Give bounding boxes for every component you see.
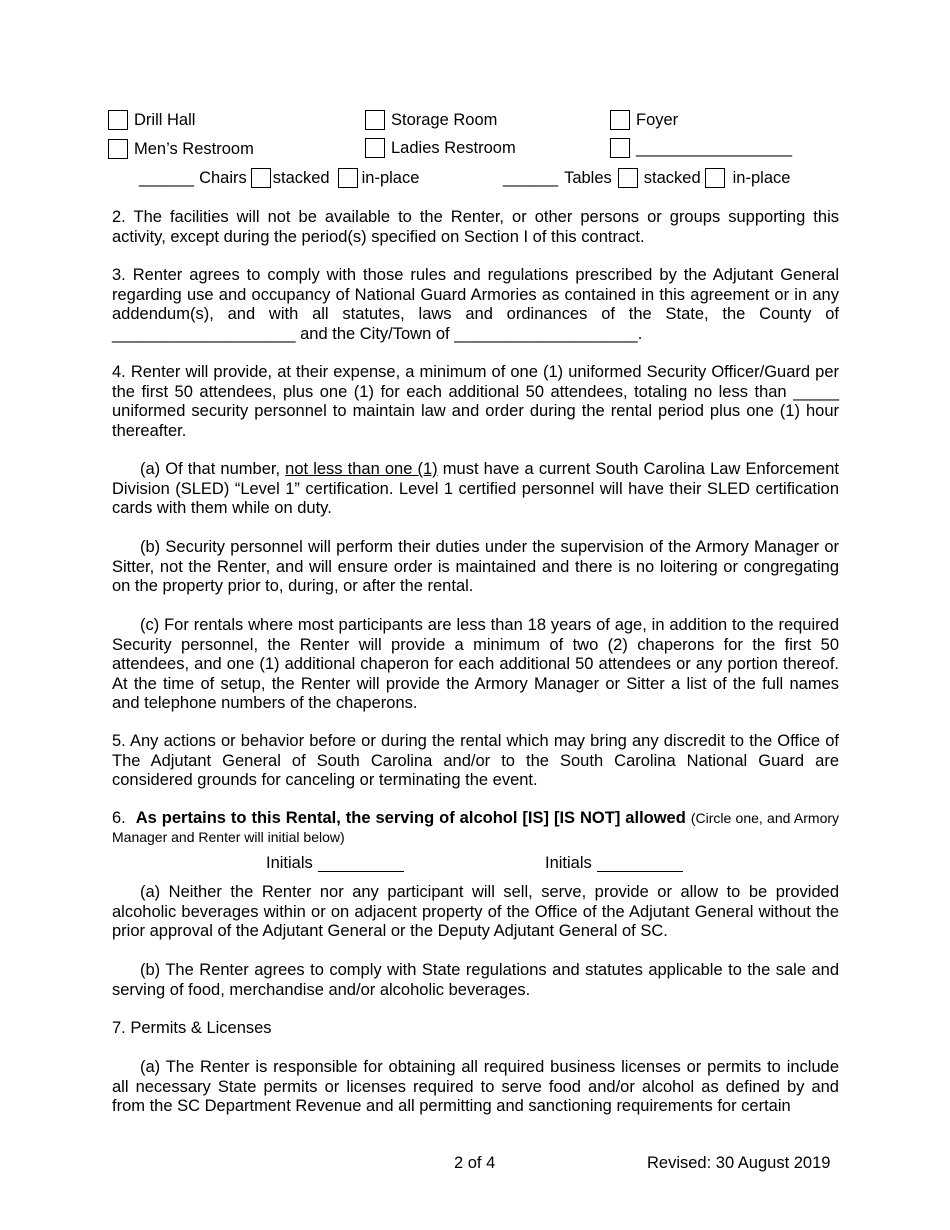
other-room-option[interactable] bbox=[610, 138, 792, 158]
foyer-option[interactable] bbox=[610, 110, 678, 130]
drill-hall-checkbox[interactable] bbox=[108, 110, 128, 130]
drill-hall-label: Drill Hall bbox=[134, 110, 196, 129]
chairs-label: Chairs bbox=[199, 168, 247, 187]
foyer-checkbox[interactable] bbox=[610, 110, 630, 130]
chairs-count-blank[interactable]: ______ bbox=[139, 168, 195, 187]
paragraph-7: 7. Permits & Licenses bbox=[112, 1019, 272, 1037]
paragraph-6b: (b) The Renter agrees to comply with State regulations and statutes applicable to the sale and serving of food, merchandise and/or alcoholic beverages. bbox=[112, 961, 839, 999]
tables-stacked-checkbox[interactable] bbox=[618, 168, 638, 188]
initials-left bbox=[266, 854, 404, 873]
paragraph-2: 2. The facilities will not be available to the Renter, or other persons or groups supporting this activity, except during the period(s) specified on Section I of this contract. bbox=[112, 208, 839, 246]
tables-in-place-label: in-place bbox=[732, 168, 791, 187]
ladies-restroom-option[interactable] bbox=[365, 138, 516, 158]
mens-restroom-option[interactable] bbox=[108, 139, 254, 159]
initials-right-label: Initials bbox=[545, 854, 592, 872]
paragraph-6 bbox=[112, 809, 839, 847]
chairs-in-place-label: in-place bbox=[361, 168, 420, 187]
chairs-in-place-checkbox[interactable] bbox=[338, 168, 358, 188]
other-room-checkbox[interactable] bbox=[610, 138, 630, 158]
initials-left-label: Initials bbox=[266, 854, 313, 872]
paragraph-4a-lead: (a) Of that number, bbox=[140, 460, 286, 478]
chairs-stacked-checkbox[interactable] bbox=[251, 168, 271, 188]
ladies-restroom-label: Ladies Restroom bbox=[391, 138, 516, 157]
storage-room-label: Storage Room bbox=[391, 110, 498, 129]
paragraph-6a: (a) Neither the Renter nor any participant will sell, serve, provide or allow to be provided alcoholic beverages within or on adjacent property of the Office of the Adjutant General without the prior approval of the Adjutant General or the Deputy Adjutant General of SC. bbox=[112, 883, 839, 941]
mens-restroom-label: Men’s Restroom bbox=[134, 139, 254, 158]
revised-date: Revised: 30 August 2019 bbox=[647, 1154, 831, 1172]
tables-in-place-checkbox[interactable] bbox=[705, 168, 725, 188]
paragraph-4a-rest: must have a current South Carolina Law Enforcement Division (SLED) “Level 1” certification. Level 1 certified personnel will have their SLED certification cards with them while on duty. bbox=[112, 460, 839, 518]
other-room-blank[interactable]: _________________ bbox=[636, 138, 793, 157]
foyer-label: Foyer bbox=[636, 110, 679, 129]
storage-room-option[interactable] bbox=[365, 110, 497, 130]
tables-row bbox=[503, 168, 790, 188]
paragraph-6-heading: As pertains to this Rental, the serving of alcohol [IS] [IS NOT] allowed bbox=[135, 809, 686, 827]
chairs-row bbox=[139, 168, 419, 188]
initials-right bbox=[545, 854, 683, 873]
paragraph-4a-underlined: not less than one (1) bbox=[285, 460, 438, 478]
tables-stacked-label: stacked bbox=[643, 168, 701, 187]
tables-count-blank[interactable]: ______ bbox=[503, 168, 559, 187]
paragraph-4: 4. Renter will provide, at their expense, a minimum of one (1) uniformed Security Officer/Guard per the first 50 attendees, plus one (1) for each additional 50 attendees, totaling no less than _____ uniformed security personnel to maintain law and order during the rental period plus one (1) hour thereafter. bbox=[112, 363, 839, 440]
paragraph-6-number: 6. bbox=[112, 809, 126, 827]
drill-hall-option[interactable] bbox=[108, 110, 195, 130]
paragraph-4c: (c) For rentals where most participants are less than 18 years of age, in addition to the required Security personnel, the Renter will provide a minimum of two (2) chaperons for the first 50 attendees, and one (1) additional chaperon for each additional 50 attendees or any portion thereof. At the time of setup, the Renter will provide the Armory Manager or Sitter a list of the full names and telephone numbers of the chaperons. bbox=[112, 616, 839, 713]
paragraph-4a bbox=[112, 460, 839, 519]
mens-restroom-checkbox[interactable] bbox=[108, 139, 128, 159]
chairs-stacked-label: stacked bbox=[272, 168, 330, 187]
page-number: 2 of 4 bbox=[454, 1154, 496, 1172]
paragraph-3: 3. Renter agrees to comply with those rules and regulations prescribed by the Adjutant General regarding use and occupancy of National Guard Armories as contained in this agreement or in any addendum(s), and with all statutes, laws and ordinances of the State, the County of ____________________ and the City/Town of ____________________. bbox=[112, 266, 839, 343]
initials-right-line[interactable] bbox=[597, 856, 683, 872]
paragraph-5: 5. Any actions or behavior before or during the rental which may bring any discredit to the Office of The Adjutant General of South Carolina and/or to the South Carolina National Guard are considered grounds for canceling or terminating the event. bbox=[112, 732, 839, 790]
paragraph-6-note: (Circle one, and Armory Manager and Renter will initial below) bbox=[112, 810, 840, 845]
initials-left-line[interactable] bbox=[318, 856, 404, 872]
tables-label: Tables bbox=[564, 168, 612, 187]
storage-room-checkbox[interactable] bbox=[365, 110, 385, 130]
ladies-restroom-checkbox[interactable] bbox=[365, 138, 385, 158]
paragraph-7a: (a) The Renter is responsible for obtaining all required business licenses or permits to include all necessary State permits or licenses required to serve food and/or alcohol as defined by and from the SC Department Revenue and all permitting and sanctioning requirements for certain bbox=[112, 1058, 839, 1116]
paragraph-4b: (b) Security personnel will perform their duties under the supervision of the Armory Manager or Sitter, not the Renter, and will ensure order is maintained and there is no loitering or congregating on the property prior to, during, or after the rental. bbox=[112, 538, 839, 596]
